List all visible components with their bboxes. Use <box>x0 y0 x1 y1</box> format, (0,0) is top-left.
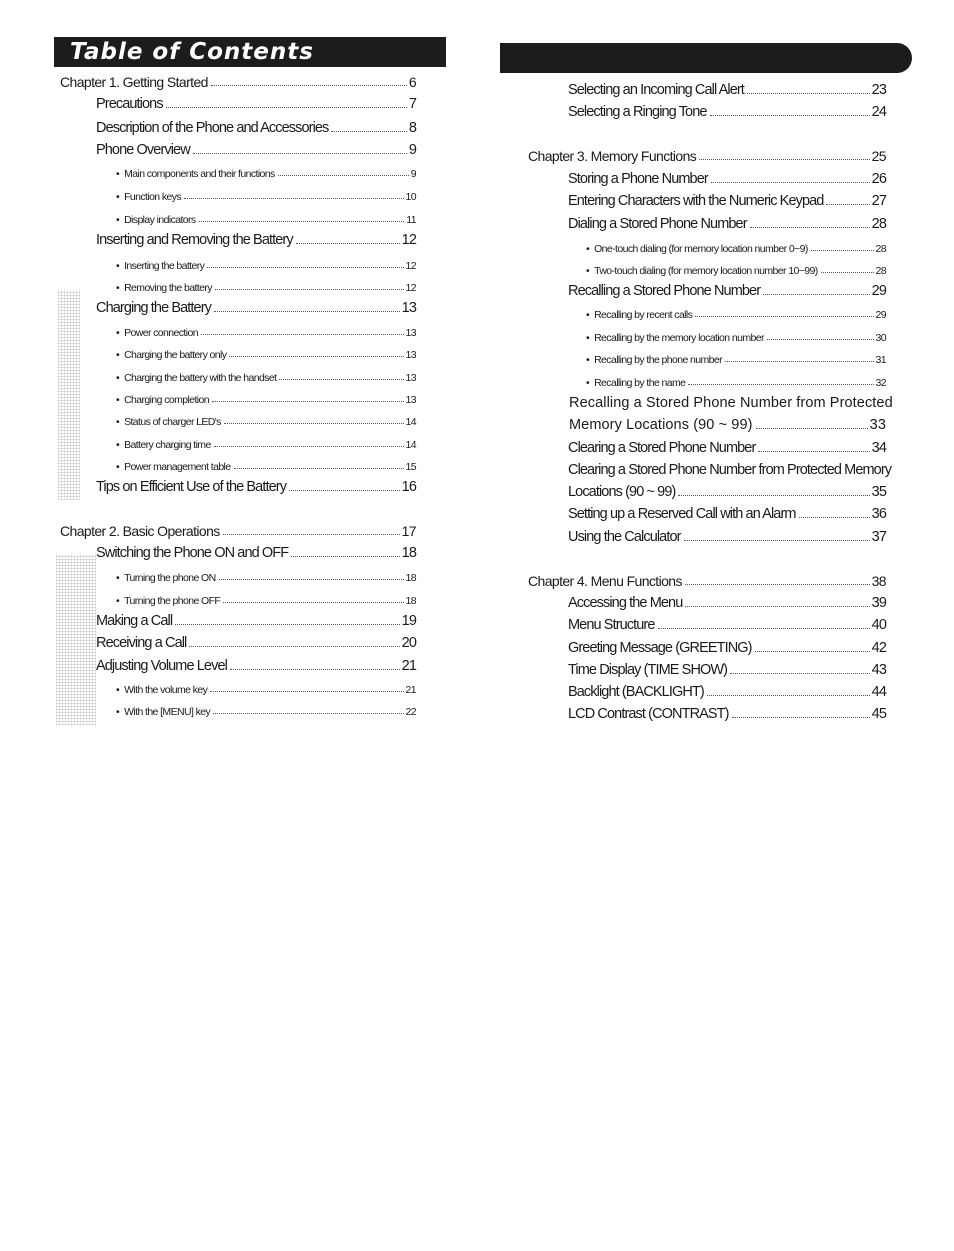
toc-entry-title: Description of the Phone and Accessories <box>96 120 329 136</box>
toc-page-number: 23 <box>871 82 886 98</box>
toc-entry[interactable] <box>116 570 416 584</box>
bullet-icon: • <box>116 394 120 406</box>
toc-entry[interactable] <box>586 352 886 366</box>
bullet-icon: • <box>586 265 590 277</box>
toc-entry-title: With the [MENU] key <box>124 706 211 718</box>
scan-noise <box>58 290 80 500</box>
toc-entry[interactable] <box>569 393 893 411</box>
toc-entry[interactable] <box>568 593 886 611</box>
bullet-icon: • <box>116 191 120 203</box>
toc-entry[interactable] <box>96 298 416 316</box>
toc-entry[interactable] <box>96 543 416 561</box>
bullet-icon: • <box>116 349 120 361</box>
dot-leader <box>756 428 868 429</box>
toc-page-number: 29 <box>875 309 886 321</box>
toc-page-number: 6 <box>408 74 416 90</box>
toc-page-number: 38 <box>871 573 886 589</box>
dot-leader <box>215 289 404 290</box>
toc-entry-title: One-touch dialing (for memory location number 0~9) <box>594 243 808 255</box>
toc-entry[interactable] <box>96 611 416 629</box>
toc-entry-title: Accessing the Menu <box>568 595 683 611</box>
bullet-icon: • <box>586 377 590 389</box>
dot-leader <box>213 713 403 714</box>
toc-entry[interactable] <box>96 94 416 112</box>
toc-page-number: 42 <box>871 640 886 656</box>
toc-entry[interactable] <box>116 682 416 696</box>
dot-leader <box>755 651 870 652</box>
toc-entry-title: Battery charging time <box>124 439 211 451</box>
toc-page-number: 28 <box>875 265 886 277</box>
toc-page-number: 27 <box>871 193 886 209</box>
dot-leader <box>826 204 869 205</box>
toc-entry[interactable] <box>116 212 416 226</box>
toc-page-number: 11 <box>406 214 416 226</box>
dot-leader <box>189 646 399 647</box>
dot-leader <box>210 691 403 692</box>
bullet-icon: • <box>116 416 120 428</box>
toc-entry-title: Charging the Battery <box>96 300 211 316</box>
toc-entry-title: Recalling by the name <box>594 377 686 389</box>
dot-leader <box>214 311 400 312</box>
toc-page-number: 9 <box>408 142 416 158</box>
toc-entry[interactable] <box>586 307 886 321</box>
toc-entry-title: Memory Locations (90 ~ 99) <box>569 417 753 433</box>
bullet-icon: • <box>116 214 120 226</box>
toc-entry[interactable] <box>568 482 886 500</box>
dot-leader <box>699 159 869 160</box>
dot-leader <box>695 316 873 317</box>
dot-leader <box>223 534 400 535</box>
toc-page-number: 29 <box>871 283 886 299</box>
toc-entry-title: Turning the phone ON <box>124 572 216 584</box>
dot-leader <box>230 669 400 670</box>
toc-page-number: 10 <box>405 191 416 203</box>
toc-entry[interactable] <box>116 392 416 406</box>
dot-leader <box>767 339 874 340</box>
toc-entry[interactable] <box>116 189 416 203</box>
dot-leader <box>821 272 874 273</box>
toc-entry-title: Making a Call <box>96 613 173 629</box>
dot-leader <box>201 334 404 335</box>
dot-leader <box>279 379 403 380</box>
dot-leader <box>688 384 873 385</box>
dot-leader <box>811 250 874 251</box>
dot-leader <box>725 361 873 362</box>
toc-entry[interactable] <box>568 169 886 187</box>
dot-leader <box>750 227 870 228</box>
bullet-icon: • <box>116 461 120 473</box>
dot-leader <box>747 93 870 94</box>
toc-entry-title: Adjusting Volume Level <box>96 658 227 674</box>
toc-entry[interactable] <box>96 656 416 674</box>
toc-chapter-entry[interactable] <box>528 571 886 589</box>
toc-page-number: 36 <box>871 506 886 522</box>
toc-entry[interactable] <box>116 459 416 473</box>
dot-leader <box>685 606 869 607</box>
toc-entry[interactable] <box>569 415 886 433</box>
toc-entry[interactable] <box>568 638 886 656</box>
toc-entry-title: Switching the Phone ON and OFF <box>96 545 289 561</box>
toc-entry-title: Clearing a Stored Phone Number <box>568 440 756 456</box>
toc-entry[interactable] <box>586 241 886 255</box>
toc-entry[interactable] <box>586 263 886 277</box>
toc-entry[interactable] <box>116 347 416 361</box>
toc-page-number: 13 <box>401 300 416 316</box>
dot-leader <box>296 243 400 244</box>
toc-entry[interactable] <box>116 593 416 607</box>
toc-page-number: 12 <box>401 232 416 248</box>
header-bar-right <box>500 43 912 73</box>
toc-entry-title: Display indicators <box>124 214 196 226</box>
toc-entry-title: Main components and their functions <box>124 168 275 180</box>
toc-page-number: 24 <box>871 104 886 120</box>
toc-page-number: 12 <box>405 260 416 272</box>
toc-entry-title: Receiving a Call <box>96 635 187 651</box>
dot-leader <box>175 624 400 625</box>
toc-page-number: 7 <box>408 96 416 112</box>
toc-entry[interactable] <box>116 325 416 339</box>
toc-entry-title: Inserting and Removing the Battery <box>96 232 293 248</box>
bullet-icon: • <box>116 282 120 294</box>
bullet-icon: • <box>586 309 590 321</box>
toc-entry-title: With the volume key <box>124 684 208 696</box>
toc-entry-title: Power management table <box>124 461 231 473</box>
toc-entry-title: LCD Contrast (CONTRAST) <box>568 706 729 722</box>
toc-page-number: 43 <box>871 662 886 678</box>
dot-leader <box>199 221 405 222</box>
dot-leader <box>224 423 404 424</box>
dot-leader <box>678 495 869 496</box>
toc-entry[interactable] <box>96 633 416 651</box>
toc-entry[interactable] <box>568 527 886 545</box>
toc-entry-title: Clearing a Stored Phone Number from Protected Memory <box>568 462 892 478</box>
toc-page-number: 45 <box>871 706 886 722</box>
toc-entry-title: Charging completion <box>124 394 209 406</box>
dot-leader <box>730 673 870 674</box>
toc-entry[interactable] <box>116 258 416 272</box>
toc-page-number: 33 <box>869 417 886 433</box>
bullet-icon: • <box>116 572 120 584</box>
toc-entry-title: Chapter 1. Getting Started <box>60 74 208 90</box>
dot-leader <box>229 356 403 357</box>
dot-leader <box>331 131 406 132</box>
toc-entry[interactable] <box>568 102 886 120</box>
toc-entry-title: Menu Structure <box>568 617 655 633</box>
bullet-icon: • <box>586 332 590 344</box>
dot-leader <box>211 85 407 86</box>
dot-leader <box>711 182 870 183</box>
toc-page-number: 21 <box>401 658 416 674</box>
toc-page-number: 37 <box>871 529 886 545</box>
toc-page-number: 13 <box>405 349 416 361</box>
toc-page-number: 25 <box>871 148 886 164</box>
toc-page-number: 18 <box>401 545 416 561</box>
toc-entry[interactable] <box>586 375 886 389</box>
bullet-icon: • <box>116 327 120 339</box>
dot-leader <box>763 294 870 295</box>
toc-entry-title: Turning the phone OFF <box>124 595 221 607</box>
bullet-icon: • <box>116 260 120 272</box>
toc-entry-title: Phone Overview <box>96 142 190 158</box>
toc-entry-title: Selecting a Ringing Tone <box>568 104 707 120</box>
toc-entry[interactable] <box>568 504 886 522</box>
toc-entry[interactable] <box>96 118 416 136</box>
dot-leader <box>732 717 870 718</box>
dot-leader <box>684 540 870 541</box>
dot-leader <box>291 556 399 557</box>
page-title: Table of Contents <box>70 39 314 65</box>
toc-page-number: 44 <box>871 684 886 700</box>
toc-entry-title: Charging the battery with the handset <box>124 372 277 384</box>
toc-page-number: 8 <box>408 120 416 136</box>
toc-page-number: 31 <box>875 354 886 366</box>
toc-entry[interactable] <box>568 682 886 700</box>
toc-entry-title: Chapter 2. Basic Operations <box>60 523 220 539</box>
toc-page-number: 13 <box>405 394 416 406</box>
bullet-icon: • <box>586 354 590 366</box>
toc-chapter-entry[interactable] <box>528 146 886 164</box>
bullet-icon: • <box>116 684 120 696</box>
toc-page-number: 16 <box>401 479 416 495</box>
dot-leader <box>685 584 870 585</box>
toc-page-number: 14 <box>405 439 416 451</box>
toc-page-number: 30 <box>875 332 886 344</box>
toc-entry[interactable] <box>116 280 416 294</box>
bullet-icon: • <box>586 243 590 255</box>
toc-entry-title: Function keys <box>124 191 182 203</box>
toc-page-number: 28 <box>871 216 886 232</box>
dot-leader <box>710 115 870 116</box>
toc-entry[interactable] <box>116 166 416 180</box>
toc-entry[interactable] <box>586 330 886 344</box>
toc-entry-title: Removing the battery <box>124 282 212 294</box>
bullet-icon: • <box>116 372 120 384</box>
toc-entry[interactable] <box>568 660 886 678</box>
toc-page-number: 13 <box>405 372 416 384</box>
bullet-icon: • <box>116 439 120 451</box>
toc-page-number: 34 <box>871 440 886 456</box>
toc-entry-title: Status of charger LED's <box>124 416 221 428</box>
toc-entry[interactable] <box>568 460 892 478</box>
toc-entry-title: Dialing a Stored Phone Number <box>568 216 747 232</box>
toc-entry-title: Power connection <box>124 327 198 339</box>
toc-page-number: 32 <box>875 377 886 389</box>
toc-page-number: 15 <box>405 461 416 473</box>
toc-entry-title: Time Display (TIME SHOW) <box>568 662 728 678</box>
dot-leader <box>207 267 403 268</box>
toc-entry-title: Tips on Efficient Use of the Battery <box>96 479 287 495</box>
toc-entry[interactable] <box>568 615 886 633</box>
toc-page-number: 19 <box>401 613 416 629</box>
toc-entry-title: Inserting the battery <box>124 260 205 272</box>
toc-entry-title: Storing a Phone Number <box>568 171 708 187</box>
toc-entry-title: Backlight (BACKLIGHT) <box>568 684 704 700</box>
toc-page-number: 17 <box>401 523 416 539</box>
toc-page-number: 13 <box>405 327 416 339</box>
toc-page-number: 35 <box>871 484 886 500</box>
dot-leader <box>658 628 870 629</box>
dot-leader <box>758 451 869 452</box>
toc-entry-title: Setting up a Reserved Call with an Alarm <box>568 506 796 522</box>
toc-page-number: 22 <box>405 706 416 718</box>
toc-entry-title: Locations (90 ~ 99) <box>568 484 676 500</box>
toc-page-number: 12 <box>405 282 416 294</box>
toc-entry-title: Recalling by recent calls <box>594 309 693 321</box>
toc-entry-title: Precautions <box>96 96 163 112</box>
dot-leader <box>223 602 403 603</box>
toc-entry-title: Entering Characters with the Numeric Keypad <box>568 193 824 209</box>
dot-leader <box>184 198 403 199</box>
toc-page-number: 18 <box>405 595 416 607</box>
toc-header-banner <box>54 37 446 67</box>
toc-entry[interactable] <box>116 370 416 384</box>
toc-entry-title: Chapter 4. Menu Functions <box>528 573 682 589</box>
toc-page-number: 18 <box>405 572 416 584</box>
toc-page-number: 40 <box>871 617 886 633</box>
toc-entry-title: Greeting Message (GREETING) <box>568 640 752 656</box>
toc-entry-title: Recalling a Stored Phone Number <box>568 283 761 299</box>
toc-chapter-entry[interactable] <box>60 521 416 539</box>
toc-page-number: 26 <box>871 171 886 187</box>
toc-entry[interactable] <box>568 281 886 299</box>
toc-page-number: 28 <box>875 243 886 255</box>
toc-entry[interactable] <box>568 80 886 98</box>
bullet-icon: • <box>116 595 120 607</box>
toc-page-number: 21 <box>405 684 416 696</box>
toc-entry[interactable] <box>96 140 416 158</box>
dot-leader <box>166 107 407 108</box>
toc-entry-title: Recalling by the phone number <box>594 354 723 366</box>
toc-entry-title: Two-touch dialing (for memory location number 10~99) <box>594 265 818 277</box>
toc-entry-title: Selecting an Incoming Call Alert <box>568 82 744 98</box>
toc-entry-title: Recalling by the memory location number <box>594 332 764 344</box>
toc-page-number: 9 <box>410 168 416 180</box>
toc-entry[interactable] <box>116 437 416 451</box>
toc-entry-title: Charging the battery only <box>124 349 227 361</box>
toc-page-number: 39 <box>871 595 886 611</box>
toc-chapter-entry[interactable] <box>60 72 416 90</box>
dot-leader <box>212 401 404 402</box>
toc-entry[interactable] <box>116 414 416 428</box>
toc-entry[interactable] <box>568 191 886 209</box>
dot-leader <box>193 153 407 154</box>
dot-leader <box>707 695 870 696</box>
toc-entry[interactable] <box>96 477 416 495</box>
bullet-icon: • <box>116 706 120 718</box>
bullet-icon: • <box>116 168 120 180</box>
toc-entry[interactable] <box>568 214 886 232</box>
dot-leader <box>219 579 404 580</box>
toc-entry[interactable] <box>96 230 416 248</box>
dot-leader <box>234 468 404 469</box>
toc-entry[interactable] <box>568 704 886 722</box>
toc-entry-title: Chapter 3. Memory Functions <box>528 148 697 164</box>
dot-leader <box>799 517 870 518</box>
toc-entry-title: Using the Calculator <box>568 529 681 545</box>
toc-entry-title: Recalling a Stored Phone Number from Protected <box>569 395 893 411</box>
toc-entry[interactable] <box>568 438 886 456</box>
toc-page-number: 20 <box>401 635 416 651</box>
toc-page-number: 14 <box>405 416 416 428</box>
scan-noise <box>56 555 96 725</box>
dot-leader <box>214 446 404 447</box>
dot-leader <box>289 490 400 491</box>
toc-entry[interactable] <box>116 704 416 718</box>
dot-leader <box>278 175 409 176</box>
